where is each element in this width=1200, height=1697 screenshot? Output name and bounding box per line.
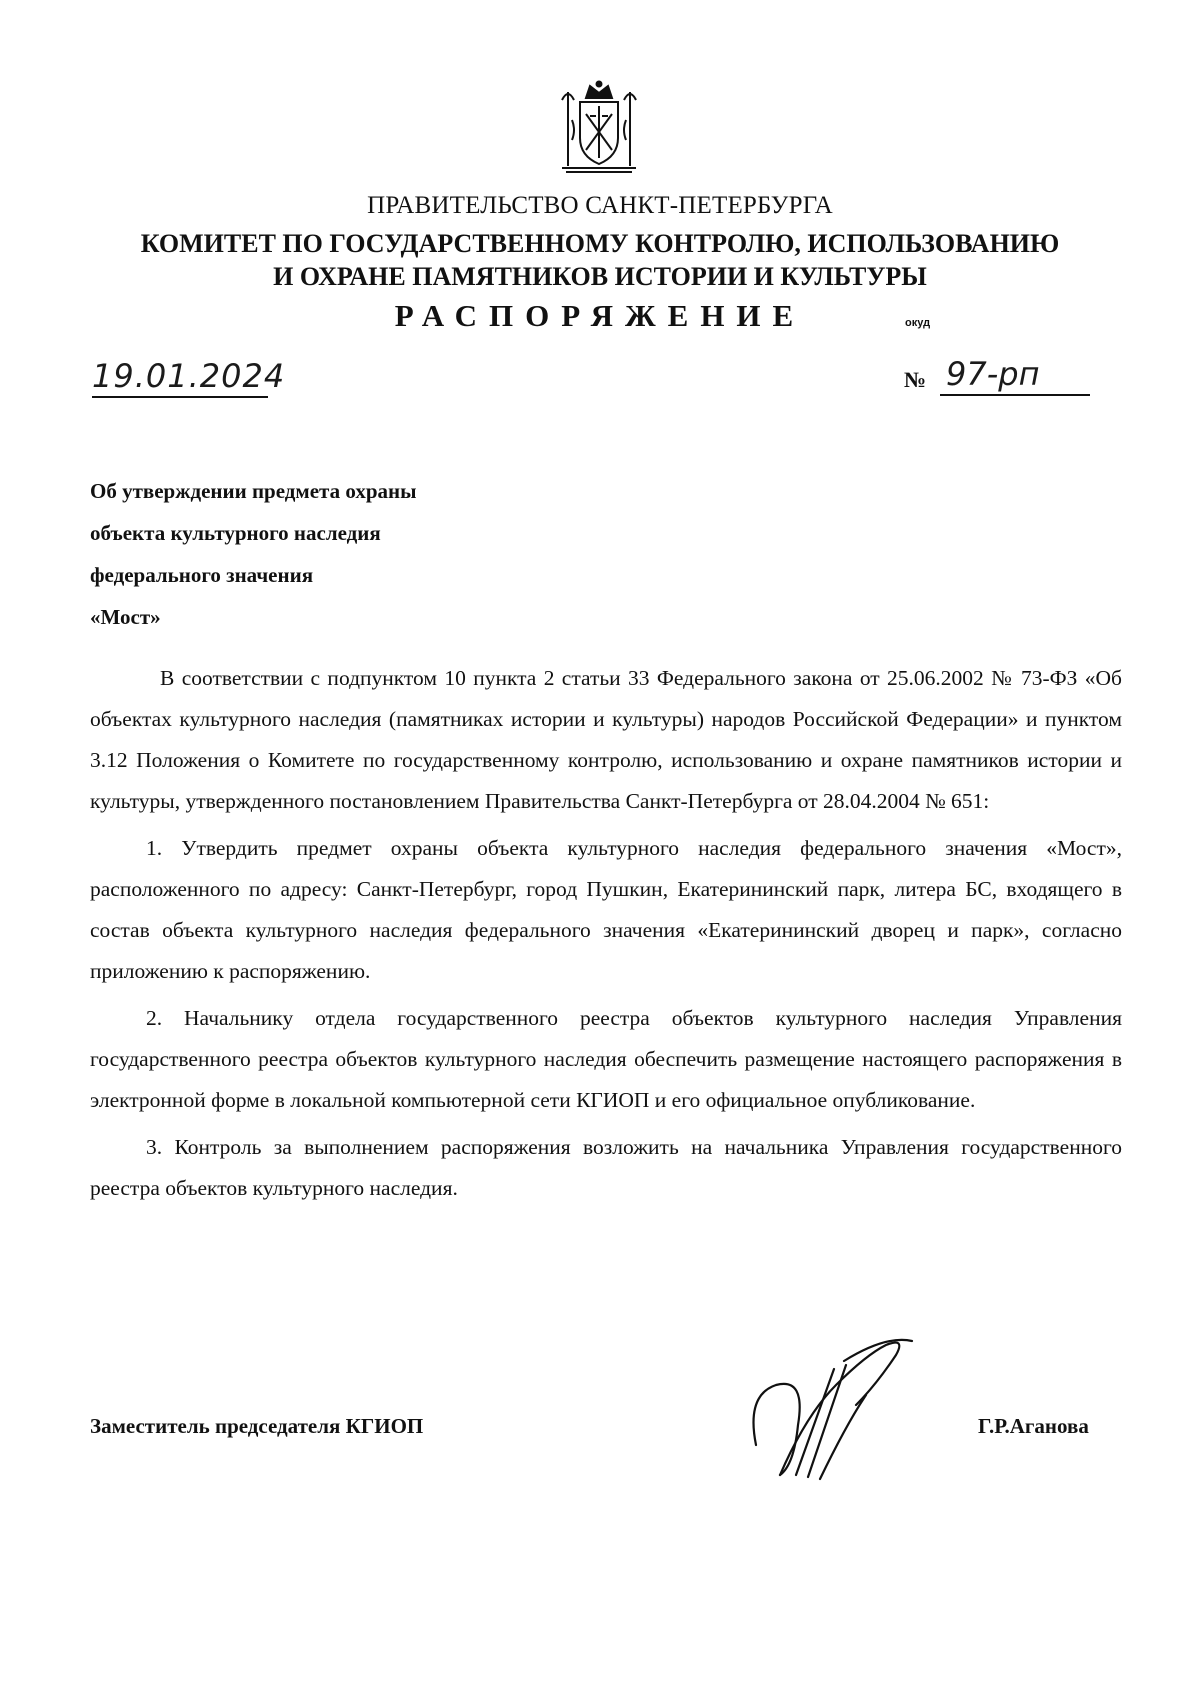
subject-line: «Мост» <box>90 605 161 629</box>
signer-name: Г.Р.Аганова <box>978 1414 1089 1438</box>
order-item-1: 1. Утвердить предмет охраны объекта культурного наследия федерального значения «Мост», расположенного по адресу: Санкт-Петербург, город Пушкин, Екатерининский парк, литера БС, входящего в состав объекта культурного наследия федерального значения «Екатерининский дворец и парк», согласно приложению к распоряжению. <box>90 836 1122 983</box>
coat-of-arms-emblem <box>556 80 642 176</box>
government-name: ПРАВИТЕЛЬСТВО САНКТ-ПЕТЕРБУРГА <box>367 192 833 219</box>
document-number: 97-рп <box>946 355 1040 393</box>
signer-position: Заместитель председателя КГИОП <box>90 1414 424 1438</box>
preamble-paragraph: В соответствии с подпунктом 10 пункта 2 статьи 33 Федерального закона от 25.06.2002 № 73-ФЗ «Об объектах культурного наследия (памятниках истории и культуры) народов Российской Федерации» и пунктом 3.12 Положения о Комитете по государственному контролю, использованию и охране памятников истории и культуры, утвержденного постановлением Правительства Санкт-Петербурга от 28.04.2004 № 651: <box>90 666 1122 813</box>
subject-line: федерального значения <box>90 563 314 587</box>
subject-line: объекта культурного наследия <box>90 521 381 545</box>
document-type-title: РАСПОРЯЖЕНИЕ <box>394 298 806 333</box>
subject-line: Об утверждении предмета охраны <box>90 479 417 503</box>
committee-name-line2: И ОХРАНЕ ПАМЯТНИКОВ ИСТОРИИ И КУЛЬТУРЫ <box>273 262 927 291</box>
number-label: № <box>904 367 927 392</box>
order-item-2: 2. Начальнику отдела государственного реестра объектов культурного наследия Управления государственного реестра объектов культурного наследия обеспечить размещение настоящего распоряжения в электронной форме в локальной компьютерной сети КГИОП и его официальное опубликование. <box>90 1006 1122 1112</box>
committee-name-line1: КОМИТЕТ ПО ГОСУДАРСТВЕННОМУ КОНТРОЛЮ, ИСПОЛЬЗОВАНИЮ <box>140 229 1060 258</box>
order-item-3: 3. Контроль за выполнением распоряжения возложить на начальника Управления государственного реестра объектов культурного наследия. <box>90 1135 1122 1200</box>
document-subject <box>90 470 417 638</box>
document-date: 19.01.2024 <box>92 357 286 395</box>
document-number-field <box>940 352 1090 396</box>
document-body <box>90 658 1122 1215</box>
handwritten-signature <box>736 1325 926 1490</box>
okud-label: окуд <box>905 317 931 329</box>
document-date-field <box>92 356 286 398</box>
